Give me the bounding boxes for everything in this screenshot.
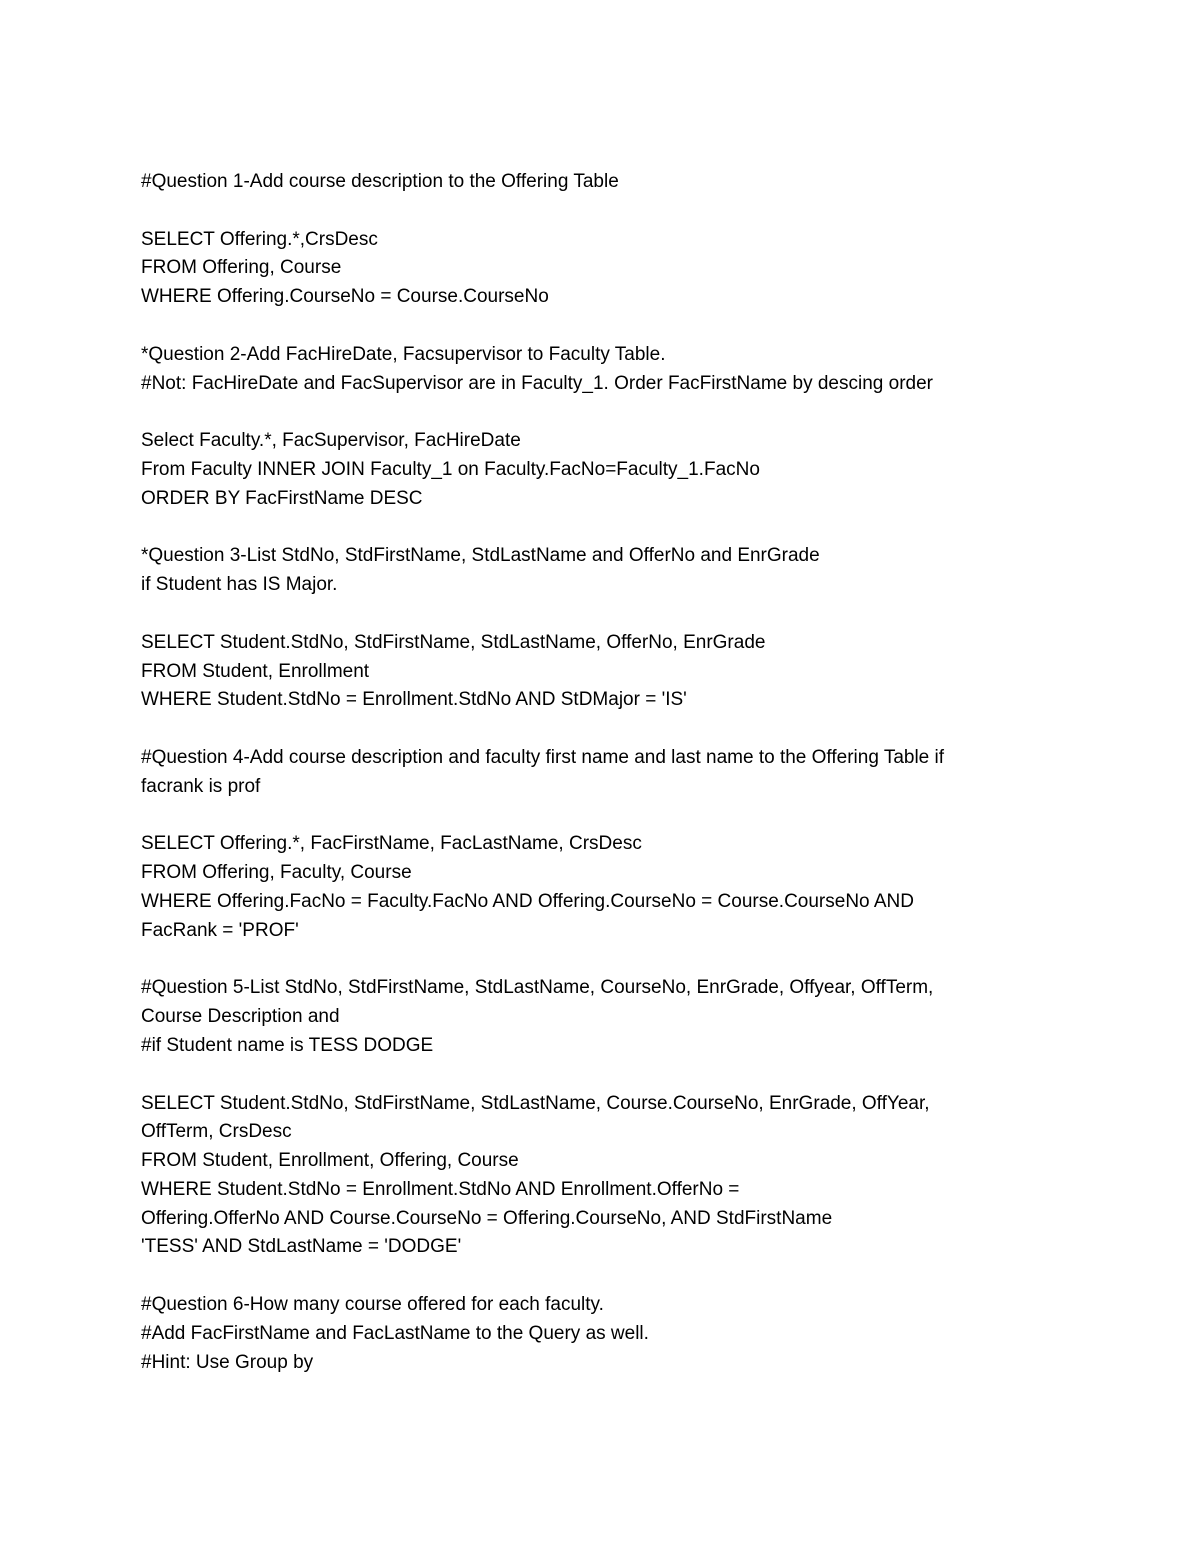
text-line: FROM Student, Enrollment, Offering, Course (141, 1150, 519, 1172)
text-line: OffTerm, CrsDesc (141, 1121, 292, 1143)
text-line: FacRank = 'PROF' (141, 919, 299, 941)
text-line: WHERE Student.StdNo = Enrollment.StdNo AND Enrollment.OfferNo = (141, 1178, 740, 1200)
text-line: Select Faculty.*, FacSupervisor, FacHireDate (141, 430, 521, 452)
text-line: ORDER BY FacFirstName DESC (141, 487, 423, 509)
blank-line (141, 715, 1081, 744)
blank-line (141, 197, 1081, 226)
text-line: if Student has IS Major. (141, 574, 338, 596)
text-line: facrank is prof (141, 775, 261, 797)
text-line: FROM Offering, Faculty, Course (141, 862, 412, 884)
blank-line (141, 1262, 1081, 1291)
blank-line (141, 600, 1081, 629)
text-line: 'TESS' AND StdLastName = 'DODGE' (141, 1236, 462, 1258)
text-line: WHERE Offering.FacNo = Faculty.FacNo AND Offering.CourseNo = Course.CourseNo AND (141, 890, 914, 912)
text-line: #Hint: Use Group by (141, 1351, 314, 1373)
text-line: #Question 1-Add course description to the Offering Table (141, 171, 619, 192)
text-line: #Not: FacHireDate and FacSupervisor are in Faculty_1. Order FacFirstName by descing order (141, 372, 933, 394)
document-body (141, 168, 1081, 1377)
blank-line (141, 514, 1081, 543)
blank-line (141, 946, 1081, 975)
text-line: #Question 5-List StdNo, StdFirstName, StdLastName, CourseNo, EnrGrade, Offyear, OffTerm, (141, 977, 934, 999)
text-line: SELECT Student.StdNo, StdFirstName, StdLastName, Course.CourseNo, EnrGrade, OffYear, (141, 1092, 930, 1114)
text-line: *Question 3-List StdNo, StdFirstName, StdLastName and OfferNo and EnrGrade (141, 545, 820, 567)
text-line: Offering.OfferNo AND Course.CourseNo = Offering.CourseNo, AND StdFirstName (141, 1207, 833, 1229)
text-line: SELECT Offering.*, FacFirstName, FacLastName, CrsDesc (141, 833, 642, 855)
text-line: WHERE Student.StdNo = Enrollment.StdNo AND StDMajor = 'IS' (141, 689, 687, 711)
text-line: FROM Offering, Course (141, 257, 342, 279)
text-line: *Question 2-Add FacHireDate, Facsupervisor to Faculty Table. (141, 343, 666, 365)
text-line: #if Student name is TESS DODGE (141, 1034, 434, 1056)
text-line: Course Description and (141, 1006, 340, 1028)
blank-line (141, 398, 1081, 427)
blank-line (141, 802, 1081, 831)
text-line: FROM Student, Enrollment (141, 660, 370, 682)
blank-line (141, 1061, 1081, 1090)
text-line: SELECT Student.StdNo, StdFirstName, StdLastName, OfferNo, EnrGrade (141, 631, 766, 653)
text-line: #Question 4-Add course description and faculty first name and last name to the Offering Table if (141, 746, 945, 768)
text-line: WHERE Offering.CourseNo = Course.CourseNo (141, 286, 549, 308)
text-line: #Add FacFirstName and FacLastName to the Query as well. (141, 1322, 649, 1344)
text-line: SELECT Offering.*,CrsDesc (141, 228, 378, 250)
text-line: From Faculty INNER JOIN Faculty_1 on Faculty.FacNo=Faculty_1.FacNo (141, 458, 760, 480)
blank-line (141, 312, 1081, 341)
text-line: #Question 6-How many course offered for each faculty. (141, 1294, 604, 1316)
